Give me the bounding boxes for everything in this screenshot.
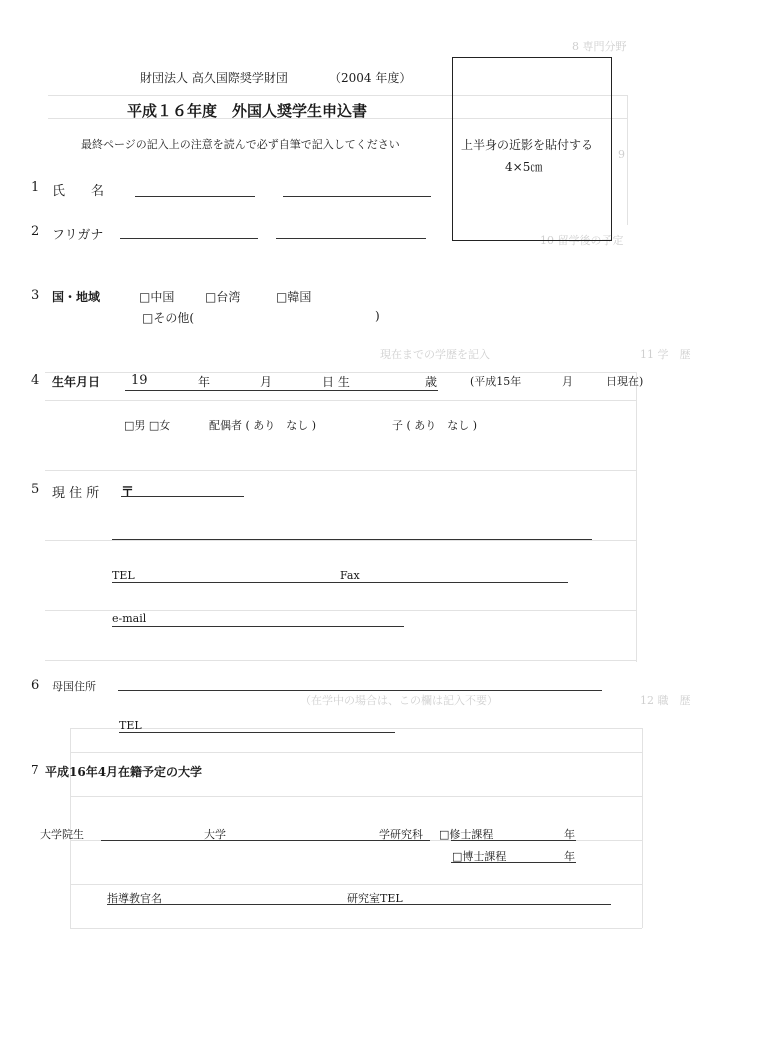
photo-size: 4×5㎝ — [505, 160, 543, 174]
country-other-close: ) — [375, 309, 380, 323]
birth-year-unit: 年 — [198, 375, 211, 389]
foundation-name: 財団法人 高久国際奨学財団 — [140, 71, 288, 85]
spouse-choice[interactable]: 配偶者 ( あり なし ) — [209, 419, 317, 432]
field-number: 7 — [31, 763, 39, 777]
birth-month-unit: 月 — [260, 375, 273, 389]
country-checkbox-korea[interactable]: □韓国 — [276, 290, 312, 304]
birth-day-unit: 日 生 — [322, 375, 350, 389]
address-field[interactable] — [112, 539, 592, 540]
form-title: 平成１６年度 外国人奨学生申込書 — [127, 102, 368, 120]
advisor-label: 指導教官名 — [107, 892, 162, 905]
gender-checkboxes[interactable]: □男 □女 — [124, 419, 171, 432]
asof-month: 月 — [562, 375, 573, 388]
name-label: 氏 名 — [52, 184, 105, 199]
address-label: 現 住 所 — [52, 486, 100, 501]
fax-label: Fax — [340, 569, 360, 582]
birth-label: 生年月日 — [52, 375, 101, 389]
tel-label: TEL — [112, 569, 135, 582]
name-field-2[interactable] — [283, 196, 431, 197]
children-choice[interactable]: 子 ( あり なし ) — [392, 419, 478, 432]
form-year: （2004 年度） — [329, 71, 412, 85]
doctor-year-unit: 年 — [564, 850, 575, 863]
ghost-text: 9 — [618, 148, 625, 161]
postal-code-field[interactable] — [121, 496, 244, 497]
lab-tel-label: 研究室TEL — [347, 892, 403, 905]
ghost-text: 12 職 歴 — [640, 694, 691, 707]
master-year-field[interactable] — [451, 840, 576, 841]
home-address-label: 母国住所 — [52, 680, 96, 693]
country-checkbox-taiwan[interactable]: □台湾 — [205, 290, 241, 304]
country-label: 国・地域 — [52, 290, 101, 304]
tel-fax-field[interactable] — [112, 582, 568, 583]
field-number: 6 — [31, 678, 40, 693]
country-checkbox-other[interactable]: □その他( — [142, 311, 195, 325]
photo-instruction: 上半身の近影を貼付する — [461, 138, 594, 152]
ghost-text: 現在までの学歴を記入 — [380, 348, 490, 361]
ghost-text: （在学中の場合は、この欄は記入不要） — [300, 694, 498, 707]
ghost-text: 8 専門分野 — [572, 40, 627, 53]
asof-year: (平成15年 — [470, 375, 522, 388]
asof-day: 日現在) — [606, 375, 644, 388]
doctor-checkbox[interactable]: □博士課程 — [452, 850, 507, 863]
ghost-text: 11 学 歴 — [640, 348, 691, 361]
furigana-field-2[interactable] — [276, 238, 426, 239]
postal-mark: 〒 — [121, 485, 135, 500]
graduate-label: 大学院生 — [40, 828, 84, 841]
university-label: 平成16年4月在籍予定の大学 — [45, 765, 203, 779]
furigana-field-1[interactable] — [120, 238, 258, 239]
home-tel-label: TEL — [119, 719, 142, 732]
field-number: 3 — [31, 288, 40, 303]
furigana-label: フリガナ — [52, 228, 104, 243]
ghost-text: 10 留学後の予定 — [540, 234, 624, 247]
birth-era: 19 — [131, 373, 148, 388]
birth-field[interactable] — [125, 390, 438, 391]
advisor-lab-field[interactable] — [107, 904, 611, 905]
age-unit: 歳 — [425, 375, 438, 389]
master-year-unit: 年 — [564, 828, 575, 841]
field-number: 5 — [31, 482, 40, 497]
field-number: 1 — [31, 180, 40, 195]
doctor-year-field[interactable] — [451, 862, 576, 863]
instruction-text: 最終ページの記入上の注意を読んで必ず自筆で記入してください — [81, 138, 400, 151]
email-field[interactable] — [112, 626, 404, 627]
home-tel-field[interactable] — [119, 732, 395, 733]
field-number: 2 — [31, 224, 40, 239]
photo-box[interactable] — [452, 57, 612, 241]
country-checkbox-china[interactable]: □中国 — [139, 290, 175, 304]
email-label: e-mail — [112, 612, 147, 625]
home-address-field[interactable] — [118, 690, 602, 691]
graduate-school-unit: 学研究科 — [379, 828, 423, 841]
master-checkbox[interactable]: □修士課程 — [439, 828, 494, 841]
university-unit: 大学 — [204, 828, 226, 841]
name-field-1[interactable] — [135, 196, 255, 197]
field-number: 4 — [31, 373, 40, 388]
